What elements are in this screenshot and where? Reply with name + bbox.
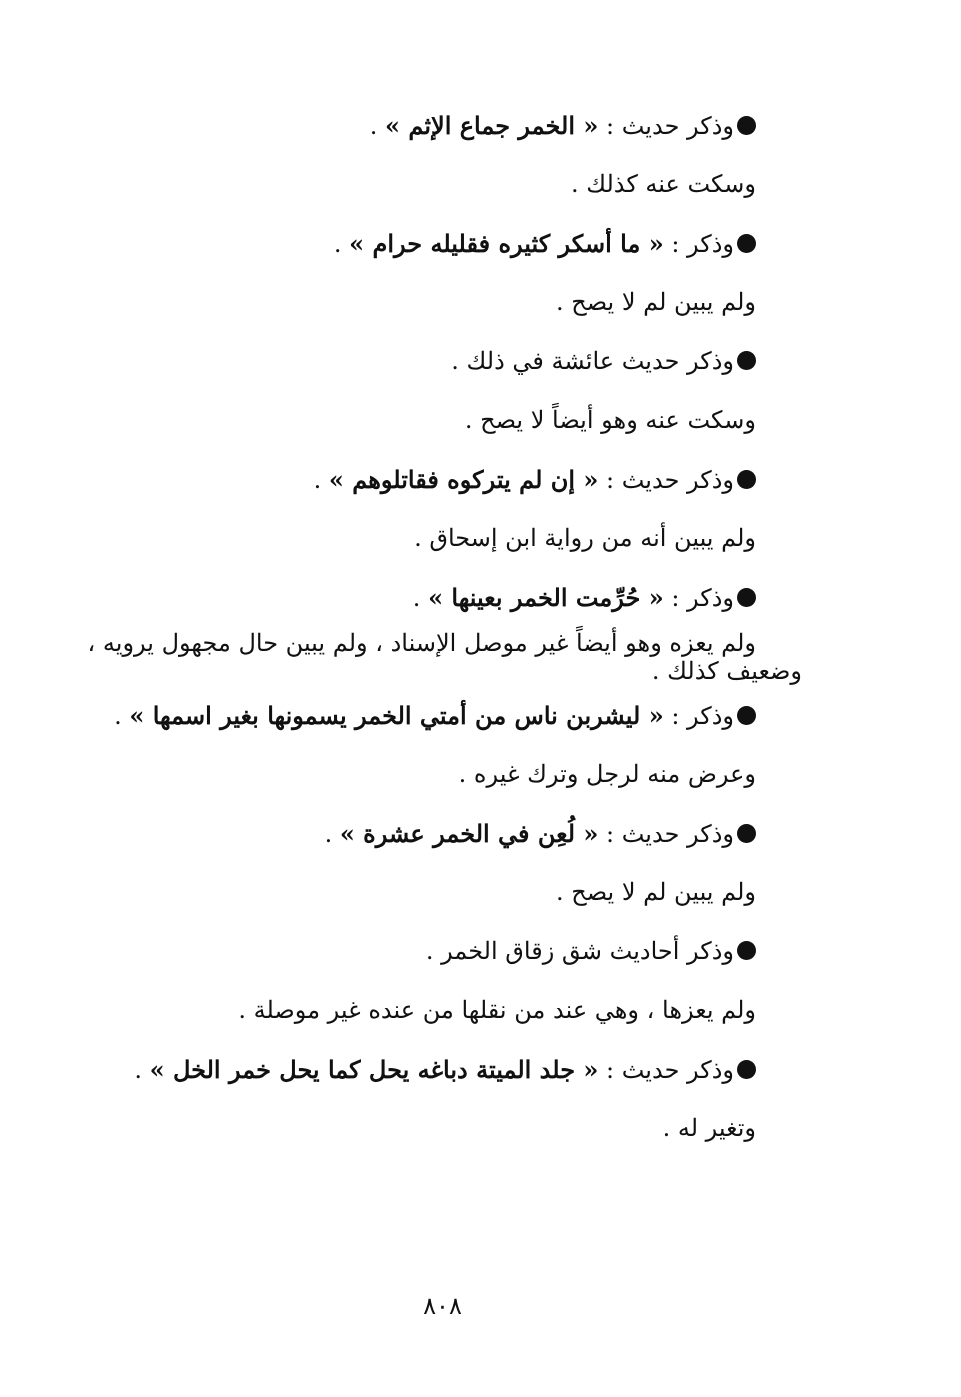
bullet-icon [737,351,756,370]
entry-end: . [369,112,386,140]
commentary-line: وسكت عنه كذلك . [570,170,756,198]
hadith-quote: « ليشربن ناس من أمتي الخمر يسمونها بغير اسمها » [129,701,664,730]
hadith-entry-3 [76,332,756,391]
entry-end: . [134,1056,150,1084]
commentary-line: ولم يبين أنه من رواية ابن إسحاق . [414,524,756,552]
entry-intro: وذكر حديث : [598,112,734,140]
entry-end: . [114,702,130,730]
page-body [76,96,802,1158]
entry-intro: وذكر حديث عائشة في ذلك . [451,347,734,375]
bullet-icon [737,706,756,725]
entry-end: . [313,466,329,494]
entry-intro: وذكر أحاديث شق زقاق الخمر . [425,937,734,965]
commentary-line: ولم يعزها ، وهي عند من نقلها من عنده غير موصلة . [238,996,756,1024]
commentary-line: وعرض منه لرجل وترك غيره . [458,760,756,788]
entry-intro: وذكر : [663,584,734,612]
entry-intro: وذكر حديث : [598,466,734,494]
hadith-entry-5 [76,568,756,627]
hadith-quote: « جلد الميتة دباغه يحل كما يحل خمر الخل » [149,1055,599,1084]
page-number: ٨٠٨ [423,1292,462,1320]
hadith-quote: « حُرِّمت الخمر بعينها » [428,583,664,612]
bullet-icon [737,941,756,960]
bullet-icon [737,1060,756,1079]
hadith-entry-1 [76,96,756,155]
bullet-icon [737,116,756,135]
bullet-icon [737,470,756,489]
hadith-entry-8 [76,922,756,981]
bullet-icon [737,588,756,607]
commentary-line-first: ولم يعزه وهو أيضاً غير موصل الإسناد ، ولم يبين حال مجهول يرويه ، [87,629,756,657]
commentary-line: ولم يبين لم لا يصح . [555,878,756,906]
entry-intro: وذكر : [663,702,734,730]
commentary-line: وتغير له . [662,1114,756,1142]
commentary-line: وسكت عنه وهو أيضاً لا يصح . [464,406,756,434]
commentary-line-wrapped [76,627,802,686]
bullet-icon [737,234,756,253]
hadith-entry-2 [76,214,756,273]
entry-end: . [412,584,429,612]
entry-intro: وذكر حديث : [598,1056,734,1084]
commentary-line: ولم يبين لم لا يصح . [555,288,756,316]
entry-end: . [333,230,350,258]
hadith-entry-6 [76,686,756,745]
hadith-quote: « ما أسكر كثيره فقليله حرام » [349,229,664,258]
hadith-entry-9 [76,1040,756,1099]
entry-intro: وذكر حديث : [598,820,734,848]
hadith-entry-4 [76,450,756,509]
entry-intro: وذكر : [663,230,734,258]
commentary-line-continuation: وضعيف كذلك . [651,657,802,685]
hadith-quote: « الخمر جماع الإثم » [385,111,599,140]
bullet-icon [737,824,756,843]
hadith-quote: « إن لم يتركوه فقاتلوهم » [328,465,599,494]
entry-end: . [324,820,340,848]
hadith-entry-7 [76,804,756,863]
hadith-quote: « لُعِن في الخمر عشرة » [339,819,599,848]
